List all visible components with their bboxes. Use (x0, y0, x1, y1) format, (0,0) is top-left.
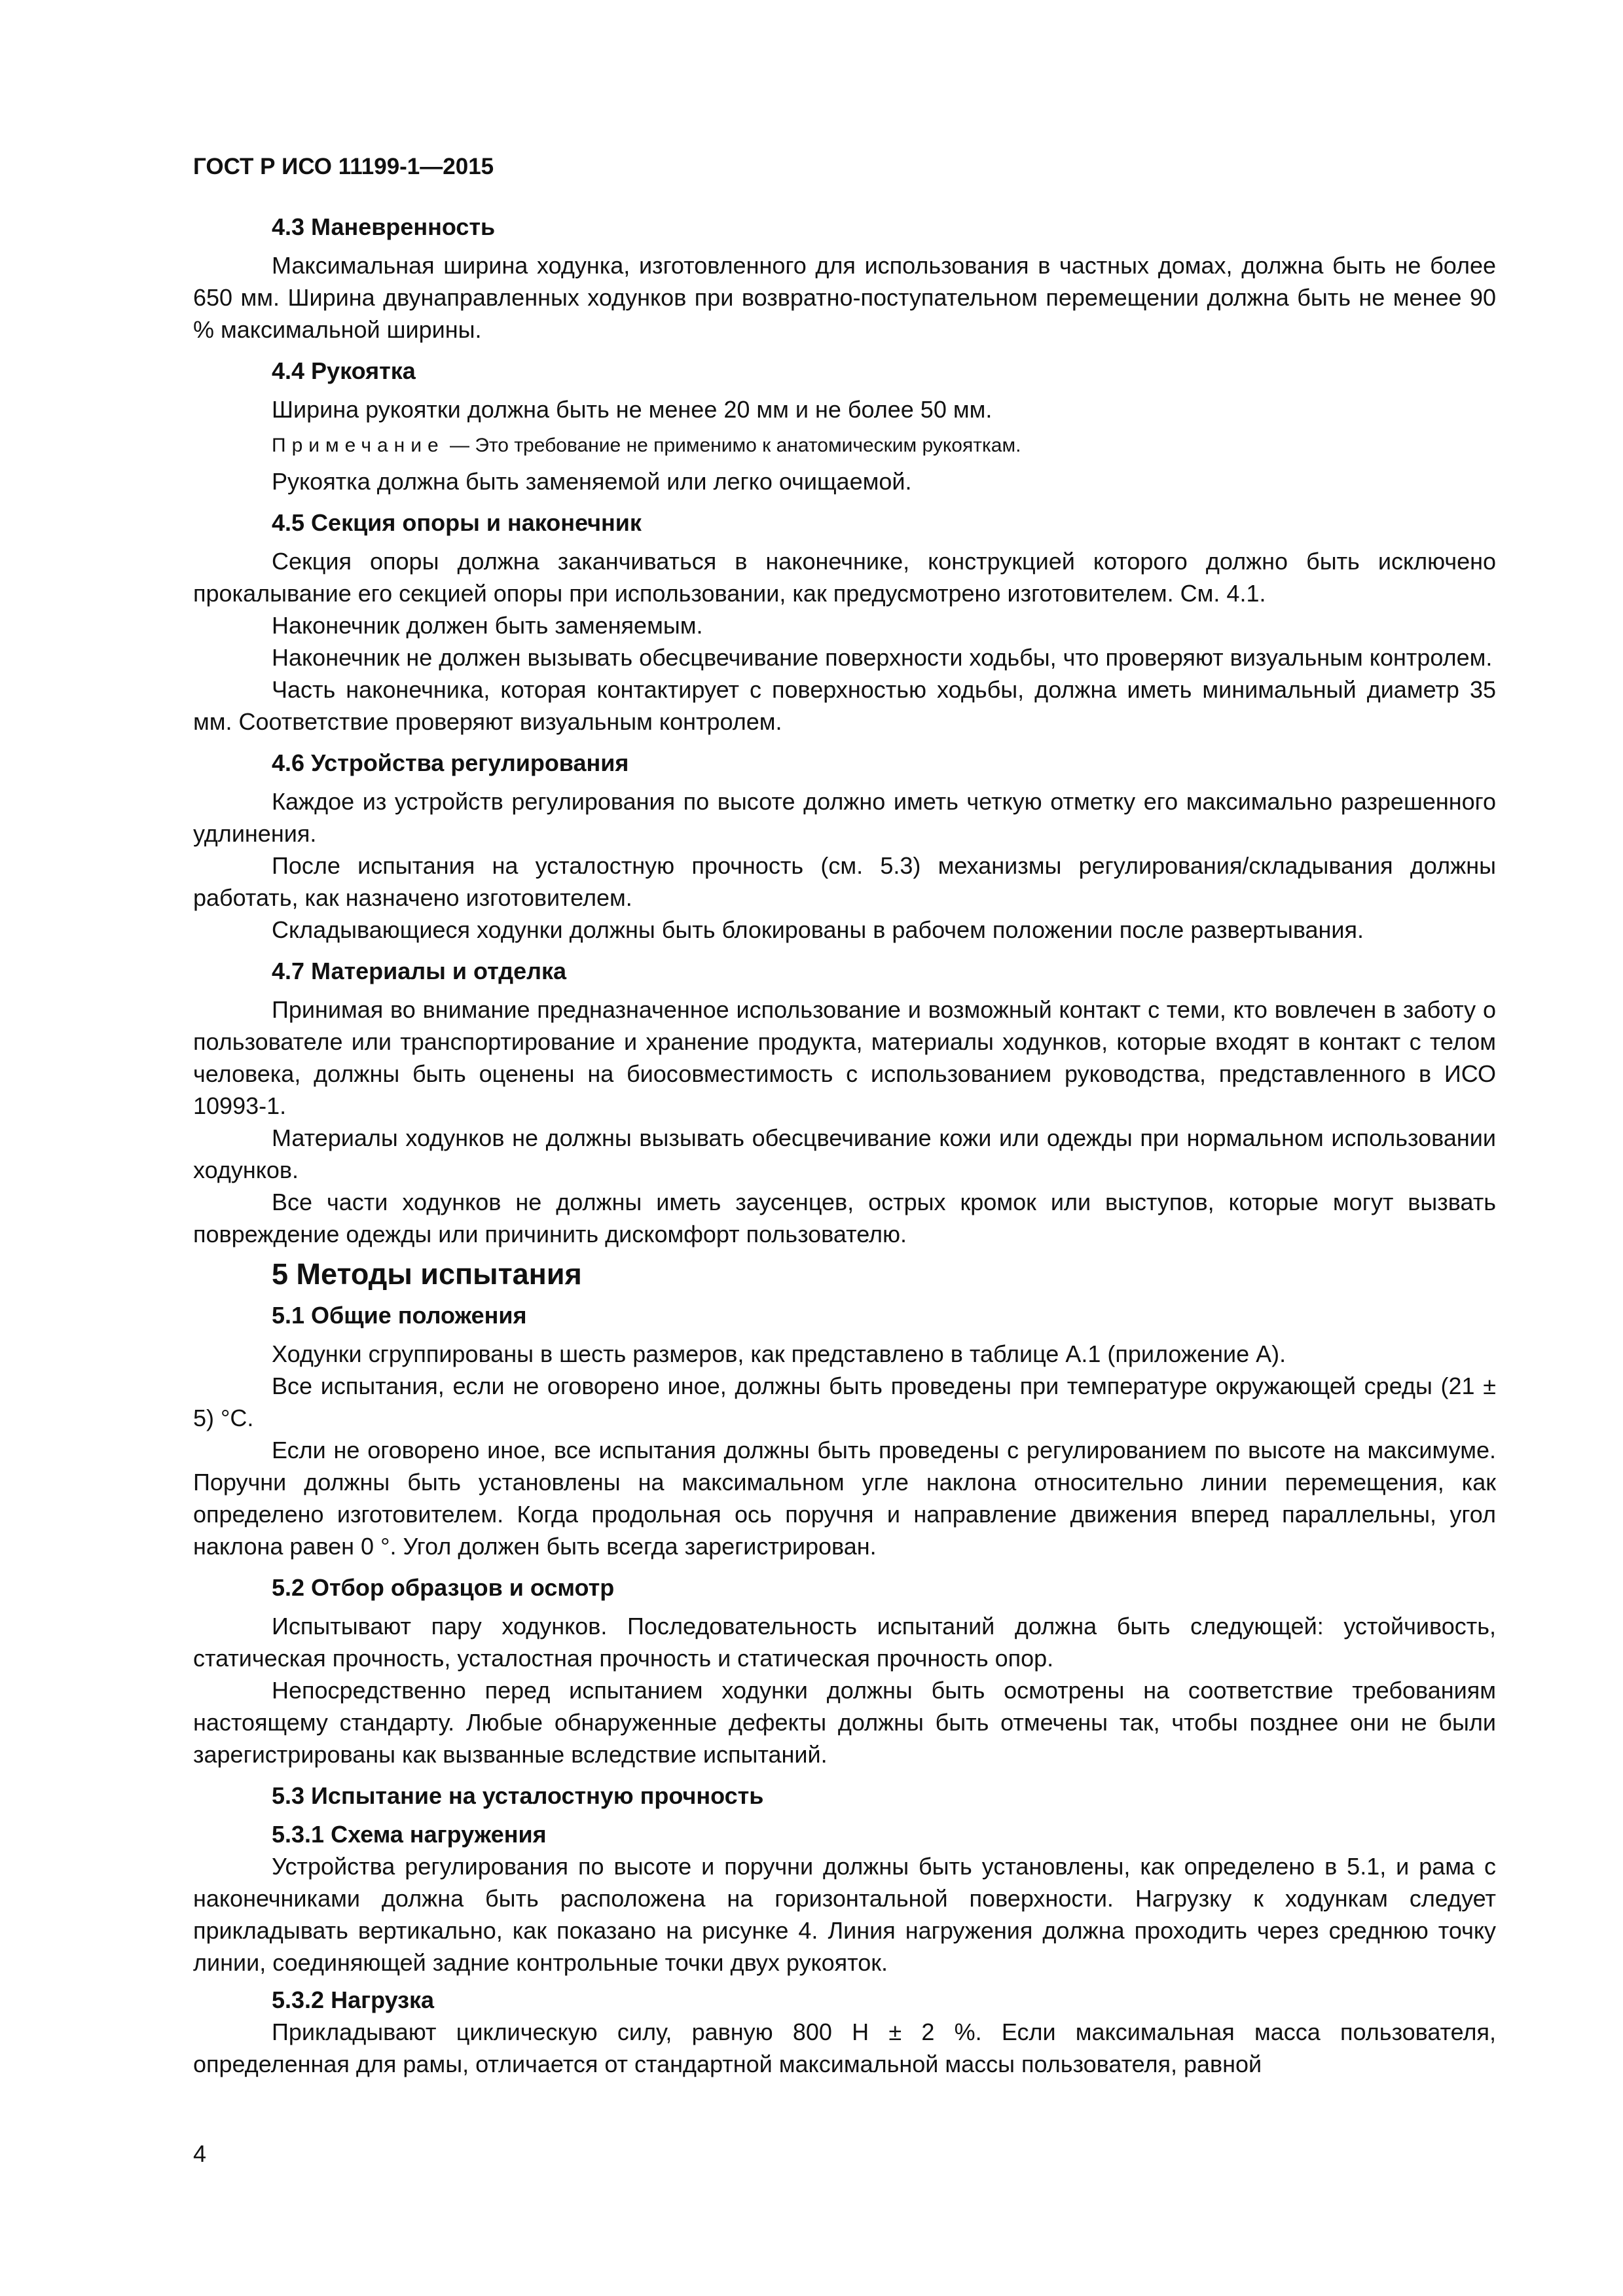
section-heading-4-5: 4.5 Секция опоры и наконечник (272, 509, 642, 536)
paragraph: Все испытания, если не оговорено иное, должны быть проведены при температуре окружающей среды (21 ± 5) °С. (193, 1372, 1496, 1431)
paragraph: Рукоятка должна быть заменяемой или легко очищаемой. (272, 468, 912, 495)
paragraph: После испытания на усталостную прочность (см. 5.3) механизмы регулирования/складывания должны работать, как назначено изготовителем. (193, 852, 1496, 911)
paragraph: Секция опоры должна заканчиваться в наконечнике, конструкцией которого должно быть исключено прокалывание его секцией опоры при использовании, как предусмотрено изготовителем. См. 4.1. (193, 548, 1496, 607)
section-heading-5-1: 5.1 Общие положения (272, 1302, 527, 1329)
paragraph: Складывающиеся ходунки должны быть блокированы в рабочем положении после развертывания. (272, 916, 1364, 943)
section-heading-5-2: 5.2 Отбор образцов и осмотр (272, 1574, 615, 1601)
paragraph: Ширина рукоятки должна быть не менее 20 мм и не более 50 мм. (272, 396, 993, 423)
document-code-header: ГОСТ Р ИСО 11199-1—2015 (193, 154, 494, 179)
paragraph: Испытывают пару ходунков. Последовательность испытаний должна быть следующей: устойчивость, статическая прочность, усталостная прочность и статическая прочность опор. (193, 1613, 1496, 1672)
paragraph: Устройства регулирования по высоте и поручни должны быть установлены, как определено в 5.1, и рама с наконечниками должна быть расположена на горизонтальной поверхности. Нагрузку к ходункам следует прикладывать вертикально, как показано на рисунке 4. Линия нагружения должна проходить через среднюю точку линии, соединяющей задние контрольные точки двух рукояток. (193, 1853, 1496, 1976)
section-heading-5: 5 Методы испытания (272, 1257, 582, 1291)
section-heading-4-4: 4.4 Рукоятка (272, 357, 416, 384)
note-label: Примечание (272, 435, 445, 456)
paragraph: Наконечник должен быть заменяемым. (272, 612, 703, 639)
paragraph: Если не оговорено иное, все испытания должны быть проведены с регулированием по высоте на максимуме. Поручни должны быть установлены на максимальном угле наклона относительно линии перемещения, как определено изготовителем. Когда продольная ось поручня и направление движения вперед параллельны, угол наклона равен 0 °. Угол должен быть всегда зарегистрирован. (193, 1437, 1496, 1560)
paragraph: Все части ходунков не должны иметь заусенцев, острых кромок или выступов, которые могут вызвать повреждение одежды или причинить дискомфорт пользователю. (193, 1189, 1496, 1247)
section-heading-5-3-1: 5.3.1 Схема нагружения (272, 1821, 547, 1848)
section-heading-4-3: 4.3 Маневренность (272, 213, 496, 240)
page-number: 4 (193, 2140, 207, 2167)
note-text: — Это требование не применимо к анатомическим рукояткам. (444, 435, 1021, 456)
paragraph: Непосредственно перед испытанием ходунки должны быть осмотрены на соответствие требованиям настоящему стандарту. Любые обнаруженные дефекты должны быть отмечены так, чтобы позднее они не были зарегистрированы как вызванные вследствие испытаний. (193, 1677, 1496, 1768)
section-heading-5-3: 5.3 Испытание на усталостную прочность (272, 1782, 764, 1809)
paragraph: Материалы ходунков не должны вызывать обесцвечивание кожи или одежды при нормальном использовании ходунков. (193, 1124, 1496, 1183)
section-heading-4-6: 4.6 Устройства регулирования (272, 749, 629, 776)
paragraph: Прикладывают циклическую силу, равную 800 Н ± 2 %. Если максимальная масса пользователя, определенная для рамы, отличается от стандартной максимальной массы пользователя, равной (193, 2018, 1496, 2077)
paragraph: Каждое из устройств регулирования по высоте должно иметь четкую отметку его максимально разрешенного удлинения. (193, 788, 1496, 847)
paragraph: Ходунки сгруппированы в шесть размеров, как представлено в таблице А.1 (приложение А). (272, 1340, 1286, 1367)
paragraph: Часть наконечника, которая контактирует с поверхностью ходьбы, должна иметь минимальный диаметр 35 мм. Соответствие проверяют визуальным контролем. (193, 676, 1496, 735)
document-body (193, 211, 1496, 2080)
paragraph: Наконечник не должен вызывать обесцвечивание поверхности ходьбы, что проверяют визуальным контролем. (272, 644, 1493, 671)
paragraph: Принимая во внимание предназначенное использование и возможный контакт с теми, кто вовлечен в заботу о пользователе или транспортирование и хранение продукта, материалы ходунков, которые входят в контакт с телом человека, должны быть оценены на биосовместимость с использованием руководства, представленного в ИСО 10993-1. (193, 996, 1496, 1119)
section-heading-5-3-2: 5.3.2 Нагрузка (272, 1986, 435, 2013)
note (193, 429, 1496, 461)
paragraph: Максимальная ширина ходунка, изготовленного для использования в частных домах, должна быть не более 650 мм. Ширина двунаправленных ходунков при возвратно-поступательном перемещении должна быть не менее 90 % максимальной ширины. (193, 252, 1496, 343)
section-heading-4-7: 4.7 Материалы и отделка (272, 958, 567, 984)
